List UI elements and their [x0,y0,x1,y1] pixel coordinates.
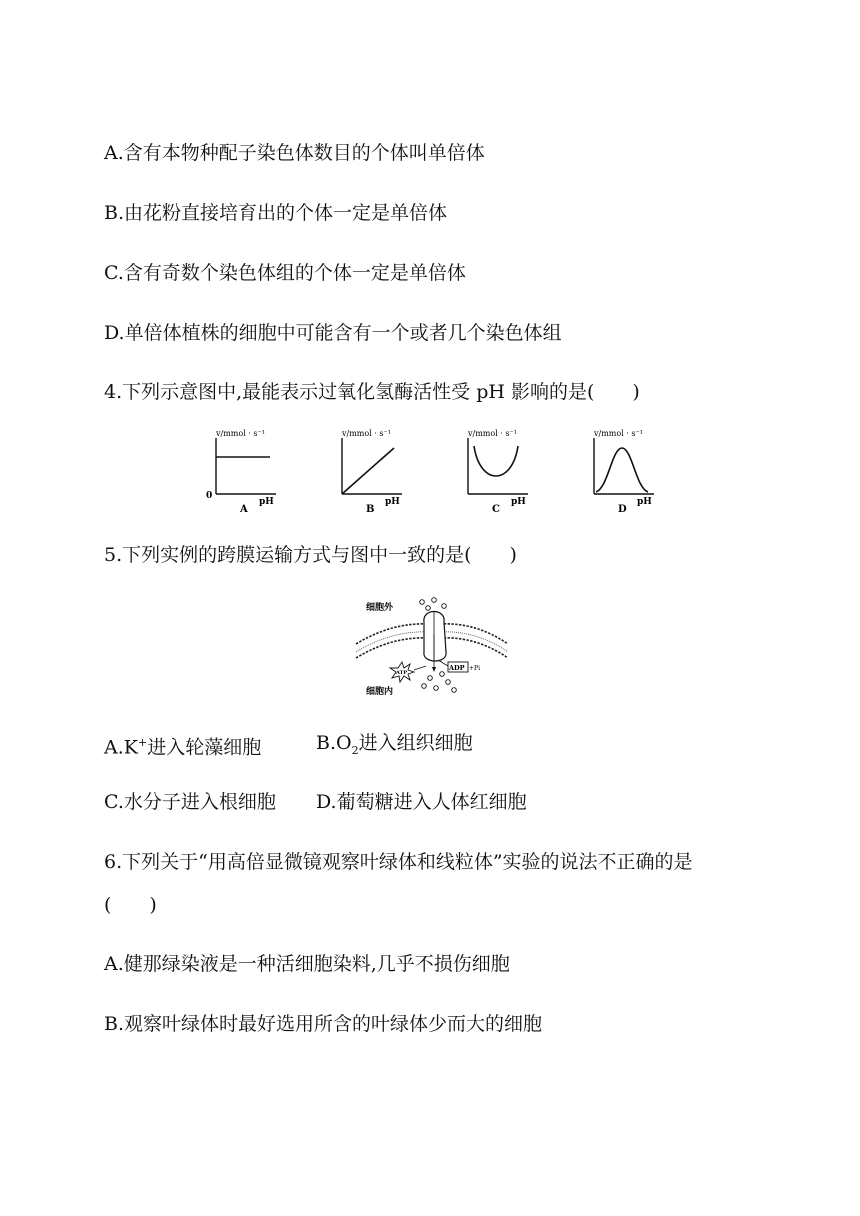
svg-text:+Pi: +Pi [469,665,480,672]
graph-a-origin: 0 [206,491,213,501]
graph-b-ylabel: v/mmol · s⁻¹ [342,429,391,438]
graph-c [452,424,532,516]
graph-a-ylabel: v/mmol · s⁻¹ [216,429,265,438]
graph-d-letter: D [618,504,627,515]
q5-option-a: A.K+进入轮藻细胞 [104,736,262,759]
graph-a-letter: A [240,504,248,515]
question-4: 4.下列示意图中,最能表示过氧化氢酶活性受 pH 影响的是( ) [104,381,640,403]
graph-a [200,424,280,516]
label-outside: 细胞外 [366,603,394,613]
svg-text:ADP: ADP [449,664,465,672]
graph-b-xlabel: pH [385,497,400,507]
svg-text:ATP: ATP [396,670,408,676]
option-3a: A.含有本物种配子染色体数目的个体叫单倍体 [104,142,485,164]
graph-d-ylabel: v/mmol · s⁻¹ [594,429,643,438]
adp-box [448,662,480,672]
question-6-paren: ( ) [104,894,157,916]
graph-c-xlabel: pH [511,497,526,507]
graph-b [326,424,406,516]
graph-b-letter: B [366,504,375,515]
q6-option-a: A.健那绿染液是一种活细胞染料,几乎不损伤细胞 [104,953,510,975]
graph-c-curve [474,446,518,476]
graph-a-xlabel: pH [259,497,274,507]
graph-d-xlabel: pH [637,497,652,507]
option-3b: B.由花粉直接培育出的个体一定是单倍体 [104,202,448,224]
option-3d: D.单倍体植株的细胞中可能含有一个或者几个染色体组 [104,322,562,344]
option-3c: C.含有奇数个染色体组的个体一定是单倍体 [104,262,466,284]
question-6: 6.下列关于“用高倍显微镜观察叶绿体和线粒体”实验的说法不正确的是 [104,851,693,873]
graph-c-letter: C [492,504,500,515]
graph-d [578,424,658,516]
label-inside: 细胞内 [366,687,394,697]
graph-c-ylabel: v/mmol · s⁻¹ [468,429,517,438]
q6-option-b: B.观察叶绿体时最好选用所含的叶绿体少而大的细胞 [104,1013,543,1035]
membrane-diagram [352,594,512,700]
q5-option-c: C.水分子进入根细胞 [104,791,276,813]
graph-b-curve [342,448,394,494]
graph-d-curve [596,448,648,492]
q5-option-d: D.葡萄糖进入人体红细胞 [316,791,527,813]
q5-option-b: $B.O_2$进入组织细胞 [316,732,473,757]
question-5: 5.下列实例的跨膜运输方式与图中一致的是( ) [104,544,517,566]
atp-star [390,662,414,682]
